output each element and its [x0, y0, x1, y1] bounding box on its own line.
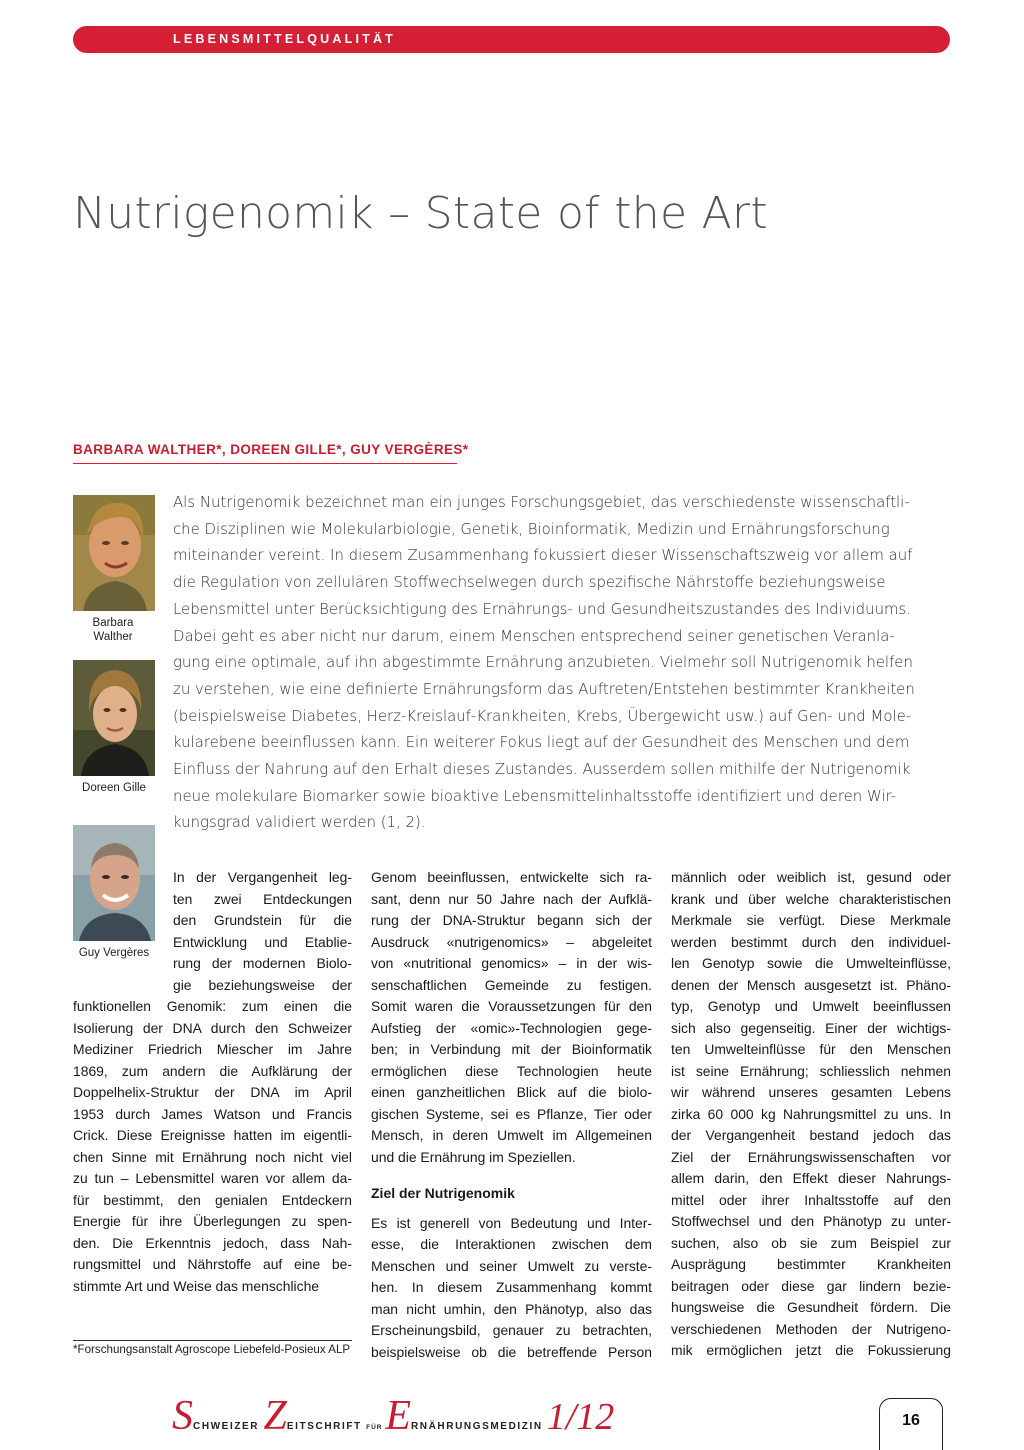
body-line: ben; in Verbindung mit der Bioinformatik	[371, 1041, 652, 1057]
body-line: Es ist generell von Bedeutung und Inter-	[371, 1214, 652, 1231]
body-line: gie beziehungsweise der	[173, 976, 352, 993]
body-line: Stoffwechsel und den Phänotyp zu unter-	[671, 1213, 951, 1229]
body-line: funktionellen Genomik: zum einen die	[73, 998, 352, 1014]
journal-word: EITSCHRIFT	[286, 1421, 367, 1432]
author-photo-vergeres	[73, 825, 155, 941]
body-line: männlich oder weiblich ist, gesund oder	[671, 869, 951, 885]
author-line: BARBARA WALTHER*, DOREEN GILLE*, GUY VERGÈRES*	[73, 442, 457, 464]
body-line: denen der Mensch ausgesetzt ist. Phäno-	[671, 976, 951, 993]
body-line: hungsweise die Gesundheit fördern. Die	[671, 1299, 951, 1315]
body-line: mik ermöglichen jetzt die Fokussierung	[671, 1342, 951, 1358]
body-line: hen. In diesem Zusammenhang kommt	[371, 1279, 652, 1295]
body-line: von «nutritional genomics» – in der wis-	[371, 955, 652, 971]
body-line: ermöglichen diese Technologien heute	[371, 1062, 652, 1079]
body-line: suchen, also ob sie zum Beispiel zur	[671, 1234, 951, 1251]
footnote: *Forschungsanstalt Agroscope Liebefeld-Posieux ALP	[73, 1343, 351, 1356]
body-line: Energie für ihre Überlegungen zu spen-	[73, 1213, 352, 1229]
body-line: verschiedenen Methoden der Nutrigeno-	[671, 1320, 951, 1337]
body-line: für bestimmt, den genialen Entdeckern	[73, 1191, 352, 1208]
body-line: stimmte Art und Weise das menschliche	[73, 1277, 320, 1294]
body-line: und die Ernährung im Speziellen.	[371, 1148, 576, 1165]
intro-line: Lebensmittel unter Berücksichtigung des Ernährungs- und Gesundheitszustandes des Individuums.	[173, 599, 912, 618]
page-number: 16	[902, 1412, 920, 1429]
body-line: allem darin, den Effekt dieser Nahrungs-	[671, 1170, 951, 1186]
body-line: zu tun – Lebensmittel waren vor allem da-	[73, 1170, 352, 1186]
section-heading-ziel: Ziel der Nutrigenomik	[371, 1185, 515, 1201]
body-line: den Grundstein für die	[173, 912, 352, 928]
photo-caption-walther	[73, 616, 153, 644]
caption-line: Walther	[93, 631, 133, 643]
body-line: krank und über welche charakteristischen	[671, 890, 951, 907]
section-label: LEBENSMITTELQUALITÄT	[173, 32, 397, 46]
intro-line: kularebene beeinflussen kann. Ein weiterer Fokus liegt auf der Gesundheit des Menschen und dem	[173, 733, 910, 752]
article-title: Nutrigenomik – State of the Art	[73, 188, 768, 239]
body-line: Menschen und seiner Umwelt zu verste-	[371, 1257, 652, 1274]
photo-caption-vergeres: Guy Vergères	[78, 947, 150, 959]
body-line: rungsmittel und Nährstoffe auf eine be-	[73, 1256, 352, 1272]
footnote-divider	[73, 1340, 352, 1341]
body-line: 1869, zum andern die Aufklärung der	[73, 1062, 352, 1079]
journal-letter-e: E	[385, 1393, 411, 1439]
body-line: Crick. Diese Ereignisse hatten im eigentli-	[73, 1127, 352, 1143]
body-line: chen Sinne mit Ernährung noch nicht viel	[73, 1148, 352, 1165]
body-line: typ, Genotyp und Umwelt beeinflussen	[671, 998, 951, 1014]
journal-letter-s: S	[172, 1393, 193, 1439]
body-line: ist seine Ernährung; schliesslich nehmen	[671, 1062, 951, 1079]
intro-line: Einfluss der Nahrung auf den Erhalt dieses Zustandes. Ausserdem sollen mithilfe der Nutrigenomik	[173, 760, 911, 779]
body-line: beitragen oder diese gar lindern bezie-	[671, 1277, 951, 1294]
body-line: Mensch, in deren Umwelt im Allgemeinen	[371, 1127, 652, 1143]
body-line: Ziel der Ernährungswissenschaften vor	[671, 1148, 951, 1165]
intro-paragraph	[173, 489, 951, 836]
intro-line: gung eine optimale, auf ihn abgestimmte Ernährung anzubieten. Vielmehr soll Nutrigenomik helfen	[173, 653, 913, 672]
intro-line: kungsgrad validiert werden (1, 2).	[173, 813, 426, 832]
intro-line: miteinander vereint. In diesem Zusammenhang fokussiert dieser Wissenschaftszweig vor allem auf	[173, 546, 913, 565]
column-1-top	[173, 867, 352, 996]
body-line: esse, die Interaktionen zwischen dem	[371, 1236, 652, 1252]
intro-line: Als Nutrigenomik bezeichnet man ein junges Forschungsgebiet, das verschiedenste wissenschaftli-	[173, 493, 910, 511]
intro-line: che Disziplinen wie Molekularbiologie, Genetik, Bioinformatik, Medizin und Ernährungsforschung	[173, 519, 890, 538]
intro-line: zu verstehen, wie eine definierte Ernährungsform das Auftreten/Entstehen bestimmter Krankheiten	[173, 679, 915, 698]
journal-issue: 1/12	[546, 1396, 615, 1438]
author-photo-gille	[73, 660, 155, 776]
journal-letter-z: Z	[263, 1393, 287, 1439]
body-line: gischen Systeme, sei es Pflanze, Tier oder	[371, 1105, 652, 1122]
body-line: senschaftlichen Gemeinde zu festigen.	[371, 976, 652, 993]
section-banner	[73, 26, 950, 53]
body-line: Entwicklung und Etablie-	[173, 933, 352, 950]
body-line: der Vergangenheit bestand jedoch das	[671, 1127, 951, 1143]
journal-word: CHWEIZER	[193, 1421, 264, 1432]
body-line: beispielsweise ob die betreffende Person	[371, 1343, 652, 1360]
body-line: rung der DNA-Struktur begann sich der	[371, 912, 652, 928]
author-photo-walther	[73, 495, 155, 611]
body-line: den. Die Erkenntnis jedoch, dass Nah-	[73, 1234, 352, 1251]
page-number-box	[879, 1398, 943, 1450]
body-line: werden bestimmt durch den individuel-	[671, 933, 951, 950]
body-line: Erscheinungsbild, genauer zu betrachten,	[371, 1322, 652, 1338]
body-line: man nicht umhin, den Phänotyp, also das	[371, 1300, 652, 1317]
body-line: ten Umwelteinflüsse für den Menschen	[671, 1041, 951, 1057]
body-line: Ausdruck «nutrigenomics» – abgeleitet	[371, 933, 652, 950]
caption-line: Barbara	[92, 617, 134, 629]
body-line: Mediziner Friedrich Miescher im Jahre	[73, 1041, 352, 1057]
body-line: ten zwei Entdeckungen	[173, 890, 352, 907]
body-line: In der Vergangenheit leg-	[173, 869, 352, 885]
intro-line: Dabei geht es aber nicht nur darum, einem Menschen entsprechend seiner genetischen Veranla-	[173, 626, 895, 645]
body-line: Merkmale sie verfügt. Diese Merkmale	[671, 912, 951, 928]
body-line: mittel oder ihrer Inhaltsstoffe auf den	[671, 1191, 951, 1208]
body-line: zirka 60 000 kg Nahrungsmittel zu uns. In	[671, 1105, 951, 1122]
journal-word: FÜR	[366, 1424, 386, 1431]
body-line: sich also gegenseitig. Einer der wichtigs-	[671, 1019, 951, 1036]
journal-word: RNÄHRUNGSMEDIZIN	[410, 1421, 543, 1432]
body-line: Somit waren die Voraussetzungen für den	[371, 998, 652, 1014]
intro-line: neue molekulare Biomarker sowie bioaktive Lebensmittelinhaltsstoffe identifiziert und deren Wir-	[173, 786, 897, 805]
body-line: Isolierung der DNA durch den Schweizer	[73, 1019, 352, 1036]
column-1-bottom	[73, 996, 352, 1297]
body-line: Doppelhelix-Struktur der DNA im April	[73, 1084, 352, 1100]
body-line: Aufstieg der «omic»-Technologien gege-	[371, 1019, 652, 1036]
intro-line: die Regulation von zellulären Stoffwechselwegen durch spezifische Nährstoffe beziehungsweise	[173, 573, 886, 592]
body-line: wir während unseres gesamten Lebens	[671, 1084, 951, 1100]
photo-caption-gille: Doreen Gille	[82, 782, 146, 794]
body-line: Ausprägung bestimmter Krankheiten	[671, 1256, 951, 1272]
body-line: einen ganzheitlichen Blick auf die biolo-	[371, 1084, 652, 1100]
intro-line: (beispielsweise Diabetes, Herz-Kreislauf-Krankheiten, Krebs, Übergewicht usw.) auf Gen- und Mole-	[173, 706, 912, 725]
body-line: sant, denn nur 50 Jahre nach der Aufklä-	[371, 890, 652, 907]
journal-logo	[172, 1392, 615, 1439]
column-2	[371, 867, 652, 1363]
body-line: rung der modernen Biolo-	[173, 955, 352, 971]
body-line: len Genotyp sowie die Umwelteinflüsse,	[671, 955, 951, 971]
body-line: 1953 durch James Watson und Francis	[73, 1105, 352, 1122]
body-line: Genom beeinflussen, entwickelte sich ra-	[371, 869, 652, 885]
column-3	[671, 867, 951, 1362]
